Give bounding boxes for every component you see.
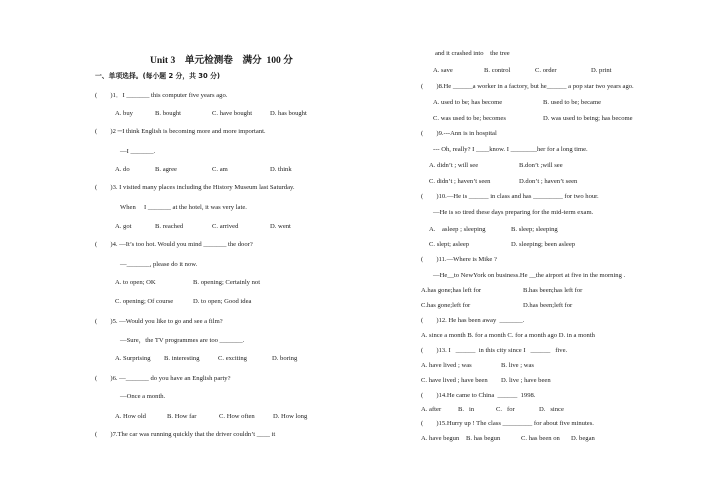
answer-options-row — [429, 178, 679, 186]
question-stem: ( )13. I ______ in this city since I ______ five. — [421, 347, 568, 354]
question-stem: ( )8.He ______a worker in a factory, but he______ a pop star two years ago. — [421, 83, 634, 90]
answer-option: C. was used to be; becomes — [433, 115, 506, 122]
answer-option: B. has begun — [466, 435, 501, 442]
answer-options-row — [429, 162, 679, 170]
answer-option: A. buy — [115, 110, 133, 117]
answer-options-row — [433, 115, 683, 123]
answer-option: C. has been on — [521, 435, 560, 442]
question-stem: ( )15.Hurry up ! The class _________ for about five minutes. — [421, 420, 594, 427]
question-stem: ( )12. He has been away _______. — [421, 317, 525, 324]
answer-options-row — [115, 298, 365, 306]
question-stem: ( )11.—Where is Mike ? — [421, 256, 497, 263]
answer-option: B. bought — [155, 110, 182, 117]
answer-option: A. have lived ; was — [421, 362, 472, 369]
answer-option: D.don’t ; haven’t seen — [519, 178, 578, 185]
answer-option: C. am — [212, 166, 228, 173]
answer-option: A. didn’t ; will see — [429, 162, 479, 169]
answer-option: A. used to be; has become — [433, 99, 503, 106]
answer-option: A. got — [115, 223, 132, 230]
answer-option: A. do — [115, 166, 130, 173]
answer-option: D.has been;left for — [523, 302, 573, 309]
answer-option: B. opening; Certainly not — [193, 279, 261, 286]
answer-options-row — [429, 241, 679, 249]
question-line: —_______, please do it now. — [120, 261, 198, 268]
answer-option: B. interesting — [164, 355, 200, 362]
answer-options-row — [429, 226, 679, 234]
answer-option: B. sleep; sleeping — [511, 226, 558, 233]
question-line: and it crashed into the tree — [435, 50, 510, 57]
answer-options-row — [421, 302, 671, 310]
answer-option: A. after — [421, 406, 442, 413]
answer-option: A. have begun — [421, 435, 460, 442]
question-stem: ( )3. I visited many places including the History Museum last Saturday. — [95, 184, 295, 191]
answer-option: D. began — [571, 435, 595, 442]
answer-option: D. went — [270, 223, 291, 230]
answer-option: A. asleep ; sleeping — [429, 226, 486, 233]
question-stem: ( )10.—He is ______ in class and has _________ for two hour. — [421, 193, 599, 200]
question-stem: ( )2 ─I think English is becoming more and more important. — [95, 128, 266, 135]
question-stem: ( )7.The car was running quickly that the driver couldn’t ____ it — [95, 431, 276, 438]
answer-option: A. to open; OK — [115, 279, 156, 286]
answer-option: C. have lived ; have been — [421, 377, 488, 384]
question-line: A. since a month B. for a month C. for a month ago D. in a month — [421, 332, 595, 339]
answer-option: D. think — [270, 166, 292, 173]
answer-options-row — [421, 406, 671, 414]
question-line: --- Oh, really? I ____know. I ________her for a long time. — [433, 146, 588, 153]
question-stem: ( )1．I _______ this computer five years ago. — [95, 92, 228, 99]
answer-options-row — [115, 110, 365, 118]
answer-option: D. sleeping; been asleep — [511, 241, 576, 248]
answer-options-row — [115, 413, 365, 421]
answer-options-row — [421, 377, 671, 385]
answer-option: A.has gone;has left for — [421, 287, 482, 294]
answer-options-row — [115, 223, 365, 231]
answer-option: B. live ; was — [501, 362, 534, 369]
answer-option: D. live ; have been — [501, 377, 551, 384]
answer-option: C. opening; Of course — [115, 298, 174, 305]
answer-option: C. didn’t ; haven’t seen — [429, 178, 491, 185]
answer-option: D. was used to being; has become — [543, 115, 633, 122]
page-title: Unit 3 单元检测卷 满分 100 分 — [150, 55, 293, 66]
answer-option: B. agree — [155, 166, 177, 173]
answer-option: B. in — [458, 406, 475, 413]
answer-option: C. slept; asleep — [429, 241, 470, 248]
answer-option: A. How old — [115, 413, 146, 420]
question-line: When I _______ at the hotel, it was very late. — [120, 204, 247, 211]
answer-option: D. print — [591, 67, 612, 74]
answer-option: C. have bought — [212, 110, 253, 117]
answer-options-row — [115, 279, 365, 287]
question-line: —He__to NewYork on business.He __the airport at five in the morning . — [433, 272, 626, 279]
answer-option: A. Surprising — [115, 355, 151, 362]
question-stem: ( )5. —Would you like to go and see a film? — [95, 318, 223, 325]
answer-option: C.has gone;left for — [421, 302, 471, 309]
answer-option: A. save — [433, 67, 453, 74]
answer-options-row — [433, 67, 683, 75]
answer-option: B. How far — [167, 413, 197, 420]
right-column — [354, 0, 708, 500]
answer-option: B. control — [484, 67, 511, 74]
question-stem: ( )14.He came to China ______ 1998. — [421, 392, 536, 399]
section-heading: 一、单项选择。(每小题 2 分，共 30 分) — [95, 72, 221, 80]
answer-option: B.don’t ;will see — [519, 162, 563, 169]
answer-options-row — [421, 435, 671, 443]
question-stem: ( )9.---Ann is in hospital — [421, 130, 497, 137]
answer-option: C. for — [496, 406, 515, 413]
answer-option: C. order — [535, 67, 557, 74]
answer-option: C. arrived — [212, 223, 239, 230]
answer-option: C. exciting — [218, 355, 247, 362]
answer-option: D. How long — [273, 413, 308, 420]
answer-options-row — [433, 99, 683, 107]
answer-option: B. used to be; became — [543, 99, 602, 106]
question-line: —I _______. — [120, 148, 156, 155]
question-line: —Sure，the TV programmes are too _______. — [120, 337, 245, 344]
answer-option: B. reached — [155, 223, 184, 230]
question-stem: ( )4. —It’s too hot. Would you mind _______ the door? — [95, 241, 253, 248]
answer-options-row — [115, 355, 365, 363]
answer-options-row — [421, 362, 671, 370]
answer-option: D. since — [539, 406, 564, 413]
answer-option: D. boring — [272, 355, 298, 362]
answer-option: B.has been;has left for — [523, 287, 583, 294]
question-stem: ( )6. —_______ do you have an English party? — [95, 375, 231, 382]
answer-options-row — [115, 166, 365, 174]
answer-options-row — [421, 287, 671, 295]
answer-option: D. to open; Good idea — [193, 298, 252, 305]
answer-option: D. has bought — [270, 110, 307, 117]
question-line: —He is so tired these days preparing for the mid-term exam. — [433, 209, 594, 216]
question-line: —Once a month. — [120, 393, 166, 400]
answer-option: C. How often — [219, 413, 255, 420]
